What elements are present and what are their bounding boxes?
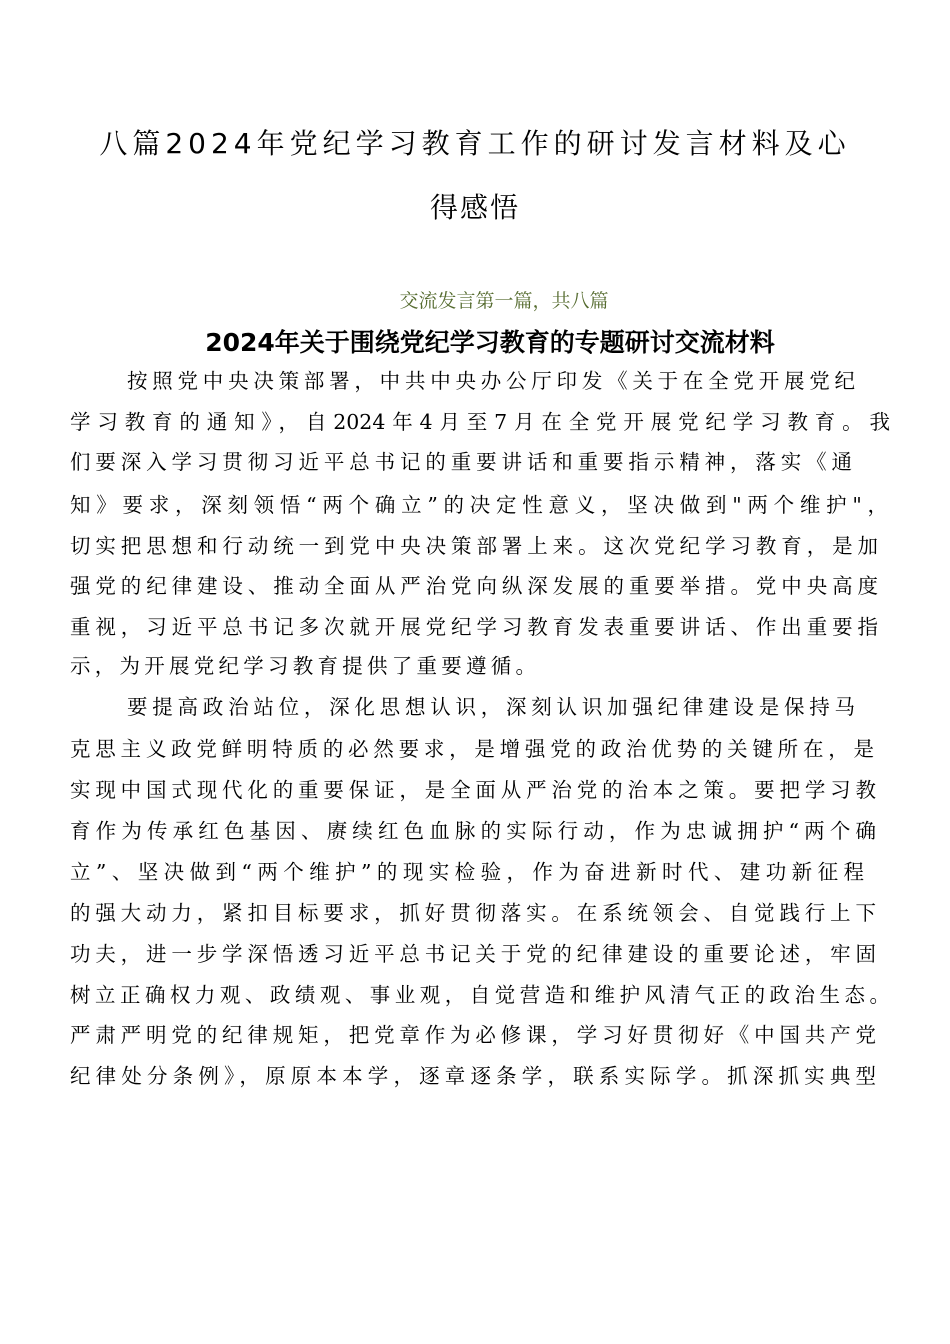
body-line: 实现中国式现代化的重要保证，是全面从严治党的治本之策。要把学习教 bbox=[70, 778, 876, 802]
body-line: 们要深入学习贯彻习近平总书记的重要讲话和重要指示精神，落实《通 bbox=[70, 450, 852, 474]
section-label: 交流发言第一篇，共八篇 bbox=[399, 290, 609, 312]
document-title-line-2: 得感悟 bbox=[429, 191, 520, 224]
document-title-line-1: 八篇2024年党纪学习教育工作的研讨发言材料及心 bbox=[99, 127, 851, 160]
body-line: 要提高政治站位，深化思想认识，深刻认识加强纪律建设是保持马 bbox=[127, 695, 855, 719]
body-line: 的强大动力，紧扣目标要求，抓好贯彻落实。在系统领会、自觉践行上下 bbox=[70, 901, 876, 925]
body-line: 示，为开展党纪学习教育提供了重要遵循。 bbox=[70, 654, 536, 678]
body-line: 立”、坚决做到“两个维护”的现实检验，作为奋进新时代、建功新征程 bbox=[70, 860, 864, 884]
body-line: 按照党中央决策部署，中共中央办公厅印发《关于在全党开展党纪 bbox=[127, 369, 855, 393]
body-line: 树立正确权力观、政绩观、事业观，自觉营造和维护风清气正的政治生态。 bbox=[70, 983, 890, 1007]
body-line: 知》要求，深刻领悟“两个确立”的决定性意义，坚决做到"两个维护"， bbox=[70, 493, 888, 517]
body-line: 功夫，进一步学深悟透习近平总书记关于党的纪律建设的重要论述，牢固 bbox=[70, 942, 876, 966]
body-line: 强党的纪律建设、推动全面从严治党向纵深发展的重要举措。党中央高度 bbox=[70, 574, 878, 598]
body-line: 重视，习近平总书记多次就开展党纪学习教育发表重要讲话、作出重要指 bbox=[70, 615, 878, 639]
body-line: 育作为传承红色基因、赓续红色血脉的实际行动，作为忠诚拥护“两个确 bbox=[70, 819, 876, 843]
body-line: 切实把思想和行动统一到党中央决策部署上来。这次党纪学习教育，是加 bbox=[70, 534, 878, 558]
body-line: 严肃严明党的纪律规矩，把党章作为必修课，学习好贯彻好《中国共产党 bbox=[70, 1023, 876, 1047]
section-title: 2024年关于围绕党纪学习教育的专题研讨交流材料 bbox=[205, 328, 775, 357]
body-line: 克思主义政党鲜明特质的必然要求，是增强党的政治优势的关键所在，是 bbox=[70, 737, 874, 761]
body-line: 学习教育的通知》，自2024年4月至7月在全党开展党纪学习教育。我 bbox=[70, 410, 890, 434]
body-line: 纪律处分条例》，原原本本学，逐章逐条学，联系实际学。抓深抓实典型 bbox=[70, 1064, 876, 1088]
